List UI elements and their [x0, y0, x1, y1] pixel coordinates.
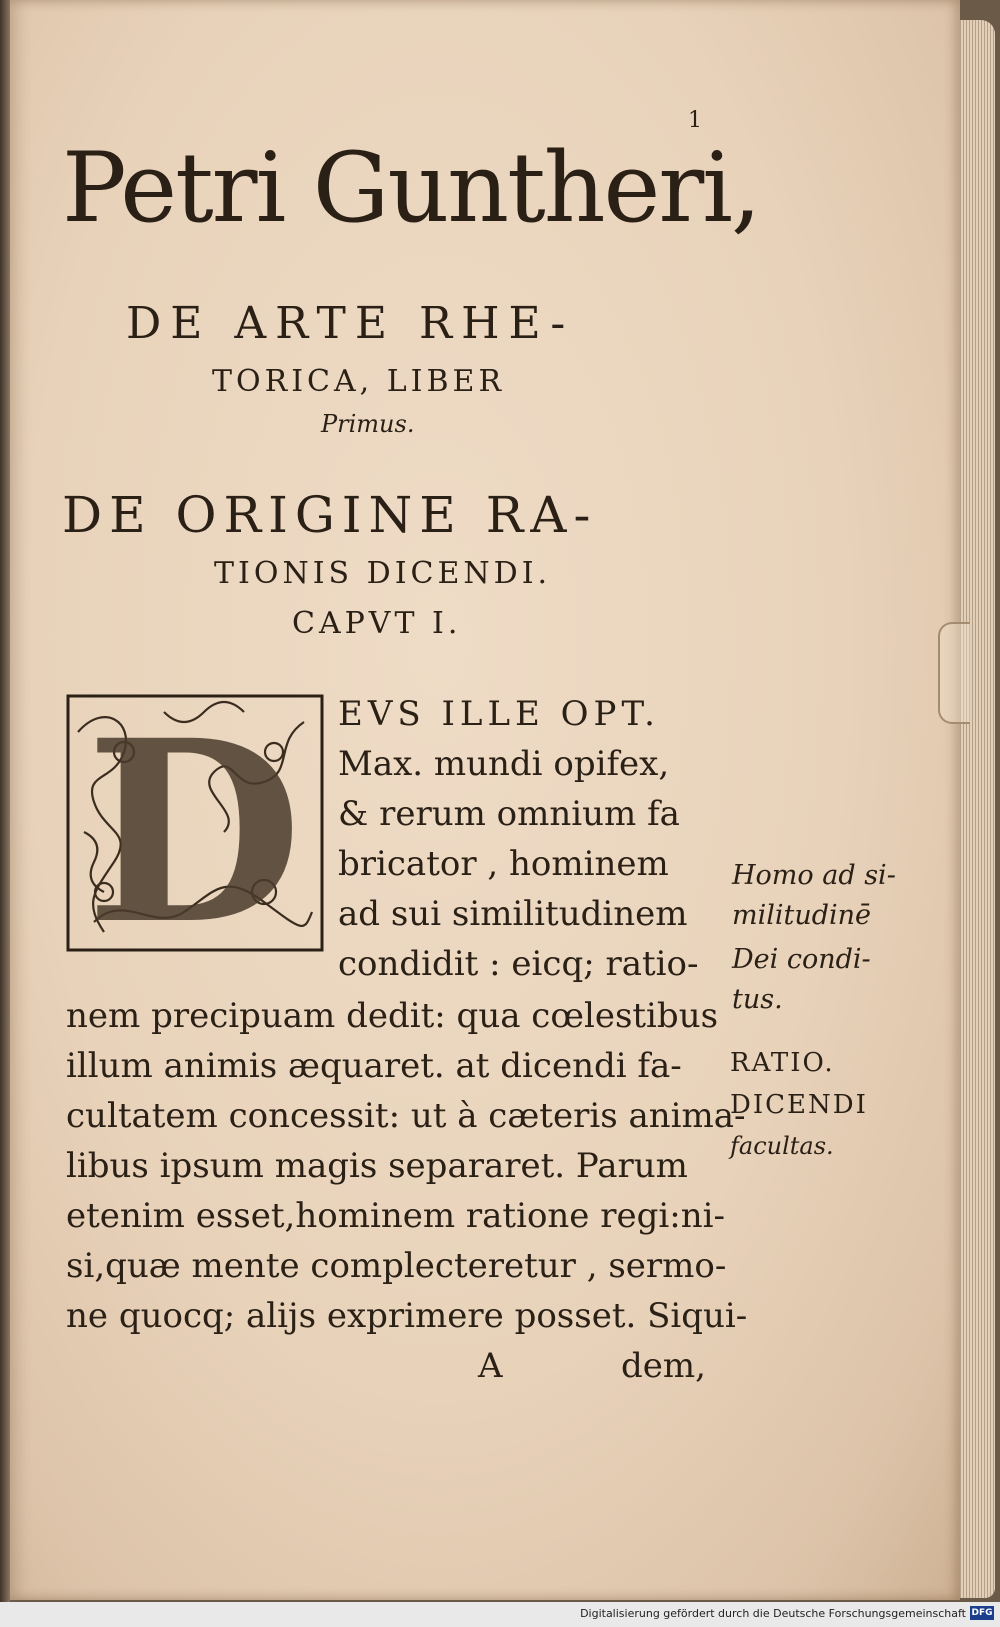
book-title: Petri Guntheri,	[62, 132, 760, 244]
page-tab-marker	[938, 622, 970, 724]
margin-note: militudinē	[732, 900, 872, 931]
book-binding	[0, 0, 10, 1627]
chapter-number: CAPVT I.	[292, 606, 462, 641]
body-line: ad sui similitudinem	[338, 894, 688, 934]
margin-note: RATIO.	[730, 1048, 835, 1078]
margin-note: tus.	[732, 984, 783, 1015]
margin-note: Dei condi-	[732, 944, 871, 975]
body-line: libus ipsum magis separaret. Parum	[66, 1146, 688, 1186]
body-line: etenim esset,hominem ratione regi:ni-	[66, 1196, 725, 1236]
digitization-credit: Digitalisierung gefördert durch die Deutsche Forschungsgemeinschaft	[580, 1607, 966, 1620]
margin-note: facultas.	[730, 1132, 834, 1160]
body-line: bricator , hominem	[338, 844, 669, 884]
chapter-heading-line-2: TIONIS DICENDI.	[214, 556, 552, 591]
signature-mark: A	[478, 1346, 503, 1386]
subtitle-line-2: TORICA, LIBER	[212, 364, 506, 399]
body-line: cultatem concessit: ut à cæteris anima-	[66, 1096, 746, 1136]
body-line: si,quæ mente complecteretur , sermo-	[66, 1246, 727, 1286]
initial-letter: D	[85, 692, 303, 954]
folio-number: 1	[688, 108, 702, 133]
body-line: & rerum omnium fa	[338, 794, 680, 834]
chapter-heading-line-1: DE ORIGINE RA-	[62, 486, 598, 544]
page-edges	[955, 20, 995, 1598]
margin-note: Homo ad si-	[732, 860, 896, 891]
body-line: EVS ILLE OPT.	[338, 694, 660, 734]
body-line: Max. mundi opifex,	[338, 744, 670, 784]
body-line: illum animis æquaret. at dicendi fa-	[66, 1046, 682, 1086]
catchword: dem,	[621, 1346, 706, 1386]
body-line: condidit : eicq; ratio-	[338, 944, 699, 984]
subtitle-line-1: DE ARTE RHE-	[126, 298, 575, 349]
margin-note: DICENDI	[730, 1090, 868, 1120]
dfg-logo: DFG	[971, 1608, 993, 1618]
decorated-initial-d	[64, 692, 326, 954]
subtitle-line-3: Primus.	[321, 410, 415, 438]
body-line: nem precipuam dedit: qua cœlestibus	[66, 996, 719, 1036]
body-line: ne quocq; alijs exprimere posset. Siqui-	[66, 1296, 748, 1336]
